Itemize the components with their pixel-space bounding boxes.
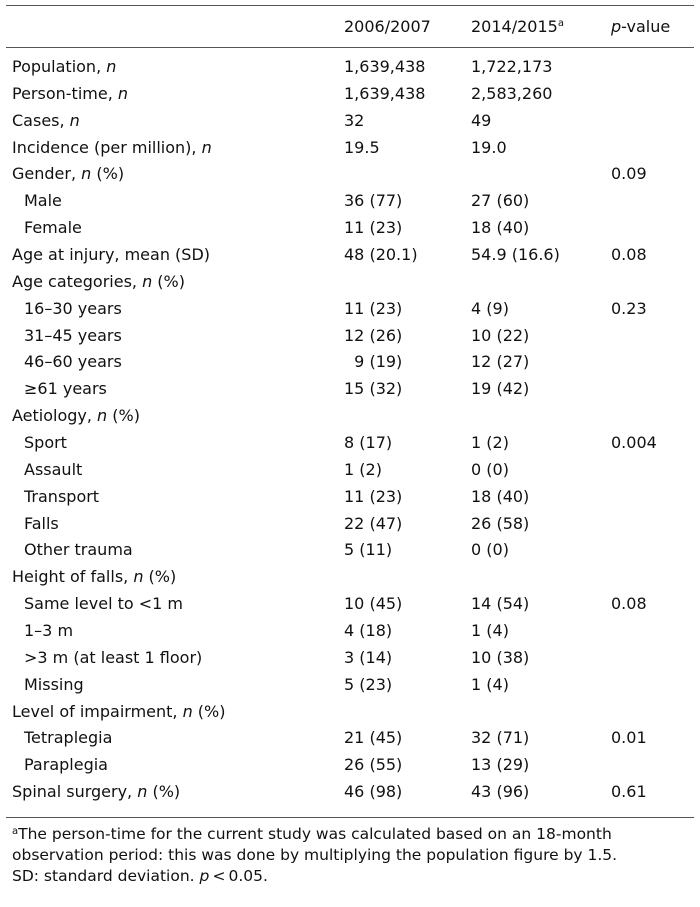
table-row	[0, 108, 700, 135]
value-2006-2007: 19.5	[344, 137, 380, 157]
row-label-italic: n	[137, 782, 148, 802]
footnote-sd-text: SD: standard deviation.	[12, 867, 200, 885]
row-label	[24, 591, 183, 618]
table-row	[0, 242, 700, 269]
footnote-a-text: The person-time for the current study was calculated based on an 18-month observation period: this was done by multiplying the population figure by 1.5.	[12, 825, 618, 864]
value-2014-2015: 10 (38)	[471, 647, 530, 667]
row-label	[12, 81, 128, 108]
table-row	[0, 188, 700, 215]
table-row	[0, 54, 700, 81]
bottom-rule	[6, 817, 694, 818]
value-2014-2015: 0 (0)	[471, 540, 509, 560]
row-label-text: 31–45 years	[24, 325, 122, 345]
row-label-text: Same level to <1 m	[24, 594, 184, 614]
row-label-text: Male	[24, 191, 62, 211]
value-2014-2015: 27 (60)	[471, 191, 530, 211]
value-2006-2007: 11 (23)	[344, 218, 403, 238]
table-row	[0, 511, 700, 538]
table-row	[0, 457, 700, 484]
header-col1-label: 2006/2007	[344, 17, 431, 36]
row-label-italic: n	[69, 110, 80, 130]
row-label-italic: n	[201, 137, 212, 157]
p-value: 0.09	[611, 164, 647, 184]
value-2006-2007: 1,639,438	[344, 57, 426, 76]
row-label	[24, 511, 59, 538]
value-2014-2015: 18 (40)	[471, 218, 530, 238]
row-label-text: Spinal surgery,	[12, 782, 138, 802]
row-label-text: >3 m (at least 1 floor)	[24, 647, 203, 667]
value-2006-2007: 3 (14)	[344, 647, 393, 667]
row-label-suffix: (%)	[152, 271, 185, 291]
row-label	[24, 618, 73, 645]
row-label-text: Incidence (per million),	[12, 137, 202, 157]
table-row	[0, 725, 700, 752]
row-label-text: Age categories,	[12, 271, 143, 291]
value-2014-2015: 19 (42)	[471, 379, 530, 399]
value-2006-2007: 4 (18)	[344, 621, 393, 641]
row-label	[24, 349, 122, 376]
row-label-suffix: (%)	[192, 701, 226, 721]
row-label-text: Missing	[24, 674, 84, 694]
row-label-text: 46–60 years	[24, 352, 122, 372]
table-row	[0, 618, 700, 645]
p-value: 0.08	[611, 245, 647, 265]
table-row	[0, 699, 700, 726]
row-label	[12, 135, 212, 162]
table-row	[0, 296, 700, 323]
table-body	[0, 54, 700, 806]
row-label-suffix: (%)	[107, 406, 140, 426]
value-2014-2015: 0 (0)	[471, 459, 509, 479]
value-2006-2007: 11 (23)	[344, 298, 403, 318]
row-label-text: Gender,	[12, 164, 82, 184]
value-2006-2007: 1,639,438	[344, 83, 426, 103]
row-label-text: Female	[24, 218, 82, 238]
value-2006-2007: 10 (45)	[344, 594, 403, 614]
row-label	[24, 645, 202, 672]
value-2006-2007: 11 (23)	[344, 486, 403, 506]
row-label	[12, 403, 140, 430]
value-2014-2015: 18 (40)	[471, 486, 530, 506]
value-2014-2015: 1 (4)	[471, 674, 509, 694]
row-label-text: Level of impairment,	[12, 701, 183, 721]
row-label-text: ≥61 years	[24, 379, 107, 399]
value-2014-2015: 14 (54)	[471, 594, 530, 614]
value-2014-2015: 13 (29)	[471, 755, 530, 775]
p-value: 0.08	[611, 594, 647, 614]
row-label-italic: n	[106, 57, 117, 76]
row-label-italic: n	[142, 271, 153, 291]
value-2006-2007: 48 (20.1)	[344, 245, 418, 265]
value-2014-2015: 26 (58)	[471, 513, 530, 533]
row-label	[24, 376, 107, 403]
table-row	[0, 537, 700, 564]
header-p-italic: p	[611, 17, 622, 36]
table-row	[0, 135, 700, 162]
table-row	[0, 323, 700, 350]
value-2006-2007: 12 (26)	[344, 325, 403, 345]
value-2014-2015: 10 (22)	[471, 325, 530, 345]
table-row	[0, 81, 700, 108]
row-label-text: Falls	[24, 513, 59, 533]
p-value: 0.61	[611, 782, 647, 802]
row-label-text: Assault	[24, 459, 83, 479]
row-label-text: Tetraplegia	[24, 728, 113, 748]
row-label-text: Age at injury, mean (SD)	[12, 245, 211, 265]
value-2006-2007: 8 (17)	[344, 433, 393, 453]
table-row	[0, 752, 700, 779]
row-label-text: 1–3 m	[24, 621, 74, 641]
row-label-italic: n	[97, 406, 108, 426]
row-label-text: 16–30 years	[24, 298, 122, 318]
value-2006-2007: 15 (32)	[344, 379, 403, 399]
row-label	[24, 188, 62, 215]
row-label	[24, 752, 108, 779]
row-label	[12, 161, 124, 188]
header-col-2006-2007	[344, 17, 431, 36]
table-row	[0, 672, 700, 699]
value-2014-2015: 19.0	[471, 137, 507, 157]
row-label-text: Population,	[12, 57, 107, 76]
row-label-italic: n	[182, 701, 193, 721]
value-2014-2015: 49	[471, 110, 492, 130]
value-2014-2015: 12 (27)	[471, 352, 530, 372]
table-footnote	[12, 824, 696, 887]
value-2006-2007: 26 (55)	[344, 755, 403, 775]
row-label	[24, 672, 84, 699]
value-2014-2015: 1 (4)	[471, 621, 509, 641]
row-label	[24, 725, 112, 752]
value-2006-2007: 9 (19)	[344, 352, 403, 372]
table-row	[0, 564, 700, 591]
table-row	[0, 269, 700, 296]
row-label-text: Cases,	[12, 110, 70, 130]
row-label	[24, 323, 122, 350]
p-value: 0.01	[611, 728, 647, 748]
footnote-p-italic: p	[199, 867, 210, 885]
value-2014-2015: 32 (71)	[471, 728, 530, 748]
row-label-text: Height of falls,	[12, 567, 134, 587]
top-rule	[6, 5, 694, 6]
row-label	[12, 779, 180, 806]
value-2014-2015: 1,722,173	[471, 57, 553, 76]
row-label	[12, 54, 116, 81]
row-label-suffix: (%)	[143, 567, 177, 587]
row-label	[24, 537, 133, 564]
value-2006-2007: 5 (23)	[344, 674, 393, 694]
value-2014-2015: 54.9 (16.6)	[471, 245, 560, 265]
value-2006-2007: 1 (2)	[344, 459, 382, 479]
row-label	[12, 269, 185, 296]
row-label-text: Other trauma	[24, 540, 133, 560]
table-row	[0, 161, 700, 188]
row-label-text: Paraplegia	[24, 755, 108, 775]
table-row	[0, 430, 700, 457]
table-row	[0, 779, 700, 806]
value-2006-2007: 32	[344, 110, 365, 130]
value-2006-2007: 46 (98)	[344, 782, 403, 802]
p-value: 0.23	[611, 298, 647, 318]
row-label-italic: n	[81, 164, 92, 184]
value-2014-2015: 4 (9)	[471, 298, 509, 318]
value-2006-2007: 22 (47)	[344, 513, 403, 533]
header-p-rest: -value	[621, 17, 671, 36]
table-row	[0, 215, 700, 242]
footnote-sd	[12, 866, 696, 887]
footnote-marker: a	[12, 826, 19, 837]
header-rule	[6, 47, 694, 48]
value-2006-2007: 5 (11)	[344, 540, 393, 560]
row-label	[24, 296, 122, 323]
row-label-text: Aetiology,	[12, 406, 98, 426]
value-2006-2007: 36 (77)	[344, 191, 403, 211]
p-value: 0.004	[611, 433, 657, 453]
header-col2-label: 2014/2015	[471, 17, 558, 36]
row-label-text: Person-time,	[12, 83, 118, 103]
row-label	[24, 215, 82, 242]
table-row	[0, 349, 700, 376]
row-label-suffix: (%)	[147, 782, 181, 802]
row-label	[24, 484, 99, 511]
header-col2-footnote-marker: a	[557, 18, 564, 29]
row-label-suffix: (%)	[91, 164, 125, 184]
footnote-a	[12, 824, 696, 866]
row-label	[24, 430, 67, 457]
row-label	[12, 108, 80, 135]
table-row	[0, 645, 700, 672]
table-row	[0, 403, 700, 430]
row-label	[12, 699, 226, 726]
row-label	[24, 457, 82, 484]
row-label-italic: n	[117, 83, 128, 103]
row-label	[12, 564, 176, 591]
header-col-p-value	[611, 17, 670, 36]
row-label-italic: n	[133, 567, 144, 587]
value-2006-2007: 21 (45)	[344, 728, 403, 748]
table-row	[0, 376, 700, 403]
table-row	[0, 591, 700, 618]
row-label-text: Transport	[24, 486, 100, 506]
row-label	[12, 242, 210, 269]
value-2014-2015: 1 (2)	[471, 433, 509, 453]
row-label-text: Sport	[24, 433, 67, 453]
table-row	[0, 484, 700, 511]
value-2014-2015: 2,583,260	[471, 83, 553, 103]
footnote-p-threshold: < 0.05.	[209, 867, 268, 885]
value-2014-2015: 43 (96)	[471, 782, 530, 802]
header-col-2014-2015	[471, 17, 564, 36]
